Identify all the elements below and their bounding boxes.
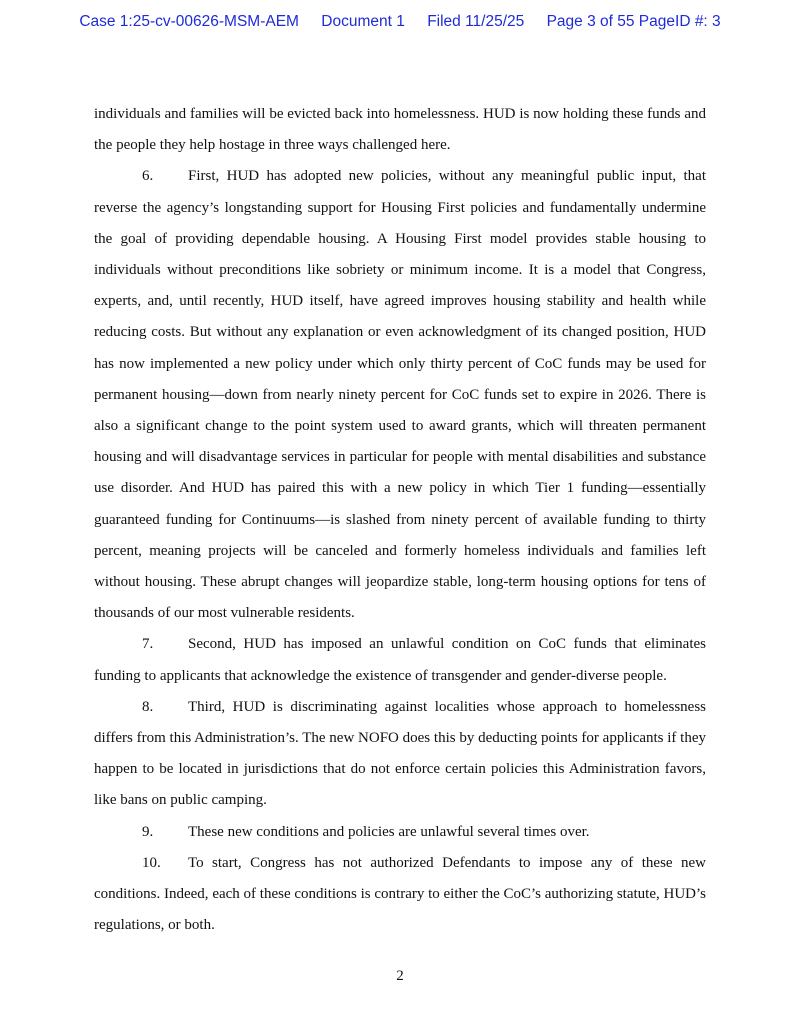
paragraph-number: 6. [142,168,154,185]
paragraph-number: 8. [142,698,154,715]
case-number: Case 1:25-cv-00626-MSM-AEM [79,13,299,30]
page-id: Page 3 of 55 PageID #: 3 [546,13,721,30]
paragraph-10 [94,848,706,942]
continuation-paragraph: individuals and families will be evicted back into homelessness. HUD is now holding these funds and the people they help hostage in three ways challenged here. [94,106,706,154]
paragraph-7 [94,629,706,691]
paragraph-number: 9. [142,823,154,840]
ecf-header [0,13,800,31]
paragraph-text: To start, Congress has not authorized Defendants to impose any of these new conditions. Indeed, each of these conditions is contrary to either the CoC’s authorizing statute, HUD’s regulations, or both. [94,854,706,934]
paragraph-text: Second, HUD has imposed an unlawful condition on CoC funds that eliminates funding to applicants that acknowledge the existence of transgender and gender-diverse people. [94,636,706,684]
paragraph-9 [94,817,706,848]
page-number: 2 [396,968,404,984]
paragraph-text: First, HUD has adopted new policies, without any meaningful public input, that reverse the agency’s longstanding support for Housing First policies and fundamentally undermine the goal of providing dependable housing. A Housing First model provides stable housing to individuals without preconditions like sobriety or minimum income. It is a model that Congress, experts, and, until recently, HUD itself, have agreed improves housing stability and health while reducing costs. But without any explanation or even acknowledgment of its changed position, HUD has now implemented a new policy under which only thirty percent of CoC funds may be used for permanent housing—down from nearly ninety percent for CoC funds set to expire in 2026. There is also a significant change to the point system used to award grants, which will threaten permanent housing and will disadvantage services in particular for people with mental disabilities and substance use disorder. And HUD has paired this with a new policy in which Tier 1 funding—essentially guaranteed funding for Continuums—is slashed from ninety percent of available funding to thirty percent, meaning projects will be canceled and formerly homeless individuals and families left without housing. These abrupt changes will jeopardize stable, long-term housing options for tens of thousands of our most vulnerable residents. [94,168,706,622]
paragraph-6 [94,161,706,629]
document-body [94,99,706,941]
paragraph-text: Third, HUD is discriminating against localities whose approach to homelessness differs from this Administration’s. The new NOFO does this by deducting points for applicants if they happen to be located in jurisdictions that do not enforce certain policies this Administration favors, like bans on public camping. [94,698,706,809]
paragraph-number: 7. [142,636,154,653]
document-number: Document 1 [321,13,405,30]
filed-date: Filed 11/25/25 [427,13,525,30]
paragraph-text: These new conditions and policies are unlawful several times over. [188,823,590,840]
paragraph-number: 10. [142,854,161,871]
paragraph-8 [94,692,706,817]
